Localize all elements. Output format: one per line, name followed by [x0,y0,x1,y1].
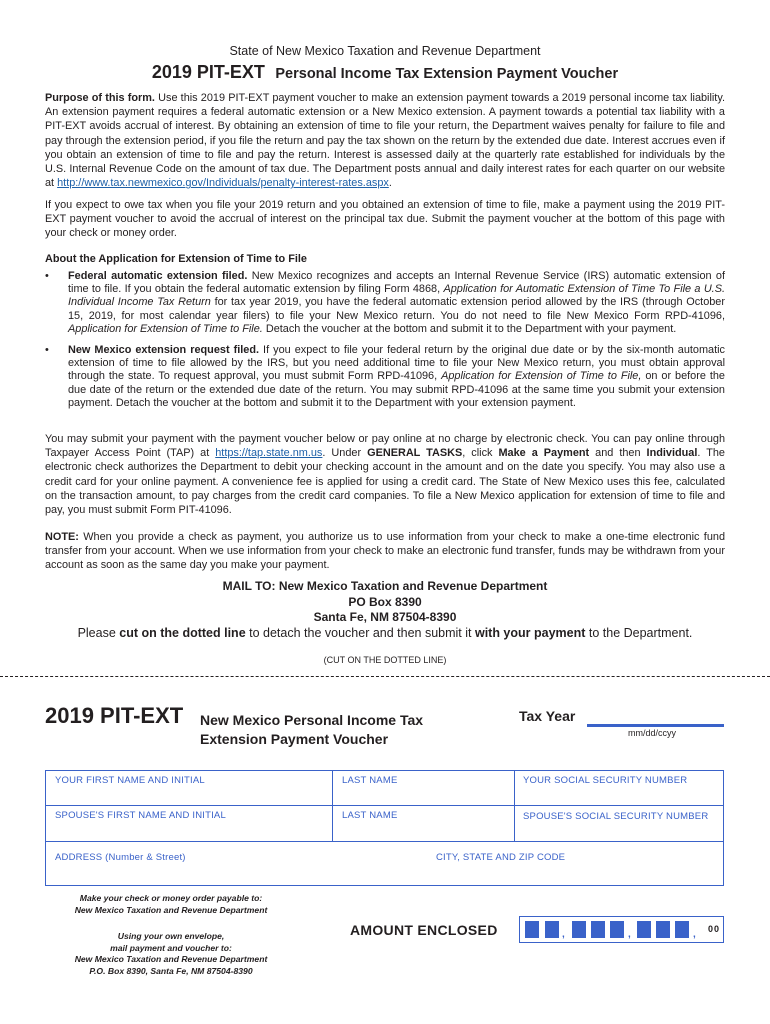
amount-digit-cell [656,921,670,938]
purpose-label: Purpose of this form. [45,92,155,104]
payable-note: Make your check or money order payable to: New Mexico Taxation and Revenue Department [74,893,268,915]
amount-separator: , [562,929,565,940]
last-name-field[interactable]: LAST NAME [342,775,398,786]
tap-link[interactable]: https://tap.state.nm.us [215,447,323,460]
form-title [0,62,770,83]
address-field[interactable]: ADDRESS (Number & Street) [55,852,186,863]
tax-year-format-hint: mm/dd/ccyy [628,728,677,738]
purpose-text: Use this 2019 PIT-EXT payment voucher to make an extension payment towards a 2019 personal income tax liability. An extension payment requires a federal automatic extension or a New Mexico extension. A payment towards a potential tax liability with a PIT-EXT avoids accrual of interest. By obtaining an extension of time to file your return, the Department waives penalty for failure to file and pay through the extension period, if you file the return and pay the tax shown on the return by the extended due date. Interest accrues even if you obtain an extension of time to file and pay the return. Interest is assessed daily at the quarterly rate established for individuals by the U.S. Internal Revenue Code on the amount of tax due. The Department posts annual and daily interest rates for each quarter on our website at [45,92,725,190]
department-name: State of New Mexico Taxation and Revenue Department [229,44,541,58]
envelope-note: Using your own envelope, mail payment and voucher to: New Mexico Taxation and Revenue Department P.O. Box 8390, Santa Fe, NM 87504-8390 [74,931,268,976]
amount-digit-cell [572,921,586,938]
cut-instruction: Please cut on the dotted line to detach the voucher and then submit it with your payment to the Department. [77,626,693,640]
bullet-dot: • [45,344,49,357]
voucher-title: New Mexico Personal Income Tax Extension Payment Voucher [200,712,424,747]
taxpayer-info-grid [45,770,724,886]
mail-to-line1: MAIL TO: New Mexico Taxation and Revenue Department [222,579,548,593]
voucher-form-code: 2019 PIT-EXT [45,703,184,728]
purpose-paragraph: Purpose of this form. Use this 2019 PIT-EXT payment voucher to make an extension payment towards a 2019 personal income tax liability. An extension payment requires a federal automatic extension or a New Mexico extension. A payment towards a potential tax liability with a PIT-EXT avoids accrual of interest. By obtaining an extension of time to file your return, the Department waives penalty for failure to file and pay through the extension period, if you file the return and pay the tax shown on the return by the extended due date. Interest accrues even if you obtain an extension of time to file and pay the return. Interest is assessed daily at the quarterly rate established for individuals by the U.S. Internal Revenue Code on the amount of tax due. The Department posts annual and daily interest rates for each quarter on our website at http://www.tax.newmexico.gov/Individuals/penalty-interest-rates.aspx. [45,92,725,190]
cut-label: (CUT ON THE DOTTED LINE) [323,655,447,665]
note-label: NOTE: [45,531,79,543]
nm-label: New Mexico extension request filed. [68,344,260,357]
amount-digit-cell [610,921,624,938]
payment-paragraph: You may submit your payment with the payment voucher below or pay online at no charge by electronic check. You can pay online through Taxpayer Access Point (TAP) at https://tap.state.nm.us. Under GENERAL TASKS, click Make a Payment and then Individual. The electronic check authorizes the Department to debit your checking account in the amount and on the date you specify. You may also use a credit card for your online payment. A convenience fee is applied for using a credit card. The State of New Mexico uses this fee, calculated on the transaction amount, to pay charges from the credit card companies. To file a New Mexico application for extension of time to file and pay, you must submit Form PIT-41096. [45,433,725,517]
note-paragraph: NOTE: When you provide a check as payment, you authorize us to use information from your check to make a one-time electronic fund transfer from your account. When we use information from your check to make an electronic fund transfer, funds may be withdrawn from your account as soon as the same day you make your payment. [45,531,725,572]
extension-bullets [45,270,725,410]
bullet-dot: • [45,270,49,282]
amount-digit-cell [637,921,651,938]
amount-enclosed-label: AMOUNT ENCLOSED [350,922,498,938]
amount-digit-cell [525,921,539,938]
interest-rates-link[interactable]: http://www.tax.newmexico.gov/Individuals/penalty-interest-rates.aspx [57,177,389,190]
amount-separator: , [693,929,696,940]
amount-separator: , [628,929,631,940]
mail-to-line3: Santa Fe, NM 87504-8390 [313,610,457,624]
bullet-new-mexico: • New Mexico extension request filed. If you expect to file your federal return by the original due date or by the six-month automatic extension of time to file allowed by the IRS, but you need additional time to file your New Mexico return, you must obtain approval through the state. To request approval, you must submit Form RPD-41096, Application for Extension of Time to File, on or before the due date of the return or the extended due date of the return. You may submit RPD-41096 at the same time you submit your extension payment. Detach the voucher at the bottom and submit it to the Department with your extension payment. [45,344,725,409]
mail-to-line2: PO Box 8390 [348,595,422,609]
cut-dotted-line[interactable] [0,676,770,677]
amount-digit-cell [545,921,559,938]
bullet-federal: • Federal automatic extension filed. New Mexico recognizes and accepts an Internal Revenue Service (IRS) automatic extension of time to file. If you obtain the federal automatic extension by filing Form 4868, Application for Automatic Extension of Time To File a U.S. Individual Income Tax Return for tax year 2019, you have the federal automatic extension period allowed by the IRS (through October 15, 2019, for most calendar year filers) to file your New Mexico return. You do not need to file New Mexico Form RPD-41096, Application for Extension of Time to File. Detach the voucher at the bottom and submit it to the Department with your payment. [45,270,726,335]
amount-cents: 00 [707,924,720,934]
amount-digit-cell [675,921,689,938]
tax-year-input[interactable] [587,724,724,727]
amount-digit-cell [591,921,605,938]
federal-label: Federal automatic extension filed. [68,270,248,282]
form-code: 2019 PIT-EXT [151,62,265,82]
first-name-field[interactable]: YOUR FIRST NAME AND INITIAL [55,775,205,786]
ssn-field[interactable]: YOUR SOCIAL SECURITY NUMBER [523,775,688,786]
form-name: Personal Income Tax Extension Payment Voucher [275,66,619,82]
amount-enclosed-input[interactable] [519,916,724,943]
about-heading: About the Application for Extension of Time to File [45,253,307,265]
spouse-first-name-field[interactable]: SPOUSE'S FIRST NAME AND INITIAL [55,810,226,821]
city-state-zip-field[interactable]: CITY, STATE AND ZIP CODE [436,852,566,863]
tax-year-label: Tax Year [519,708,576,724]
spouse-ssn-field[interactable]: SPOUSE'S SOCIAL SECURITY NUMBER [523,811,709,822]
owe-paragraph: If you expect to owe tax when you file your 2019 return and you obtained an extension of time to file, make a payment using the 2019 PIT-EXT payment voucher to avoid the accrual of interest on the principal tax due. Submit the payment voucher at the bottom of this page with your check or money order. [45,199,725,240]
spouse-last-name-field[interactable]: LAST NAME [342,810,398,821]
